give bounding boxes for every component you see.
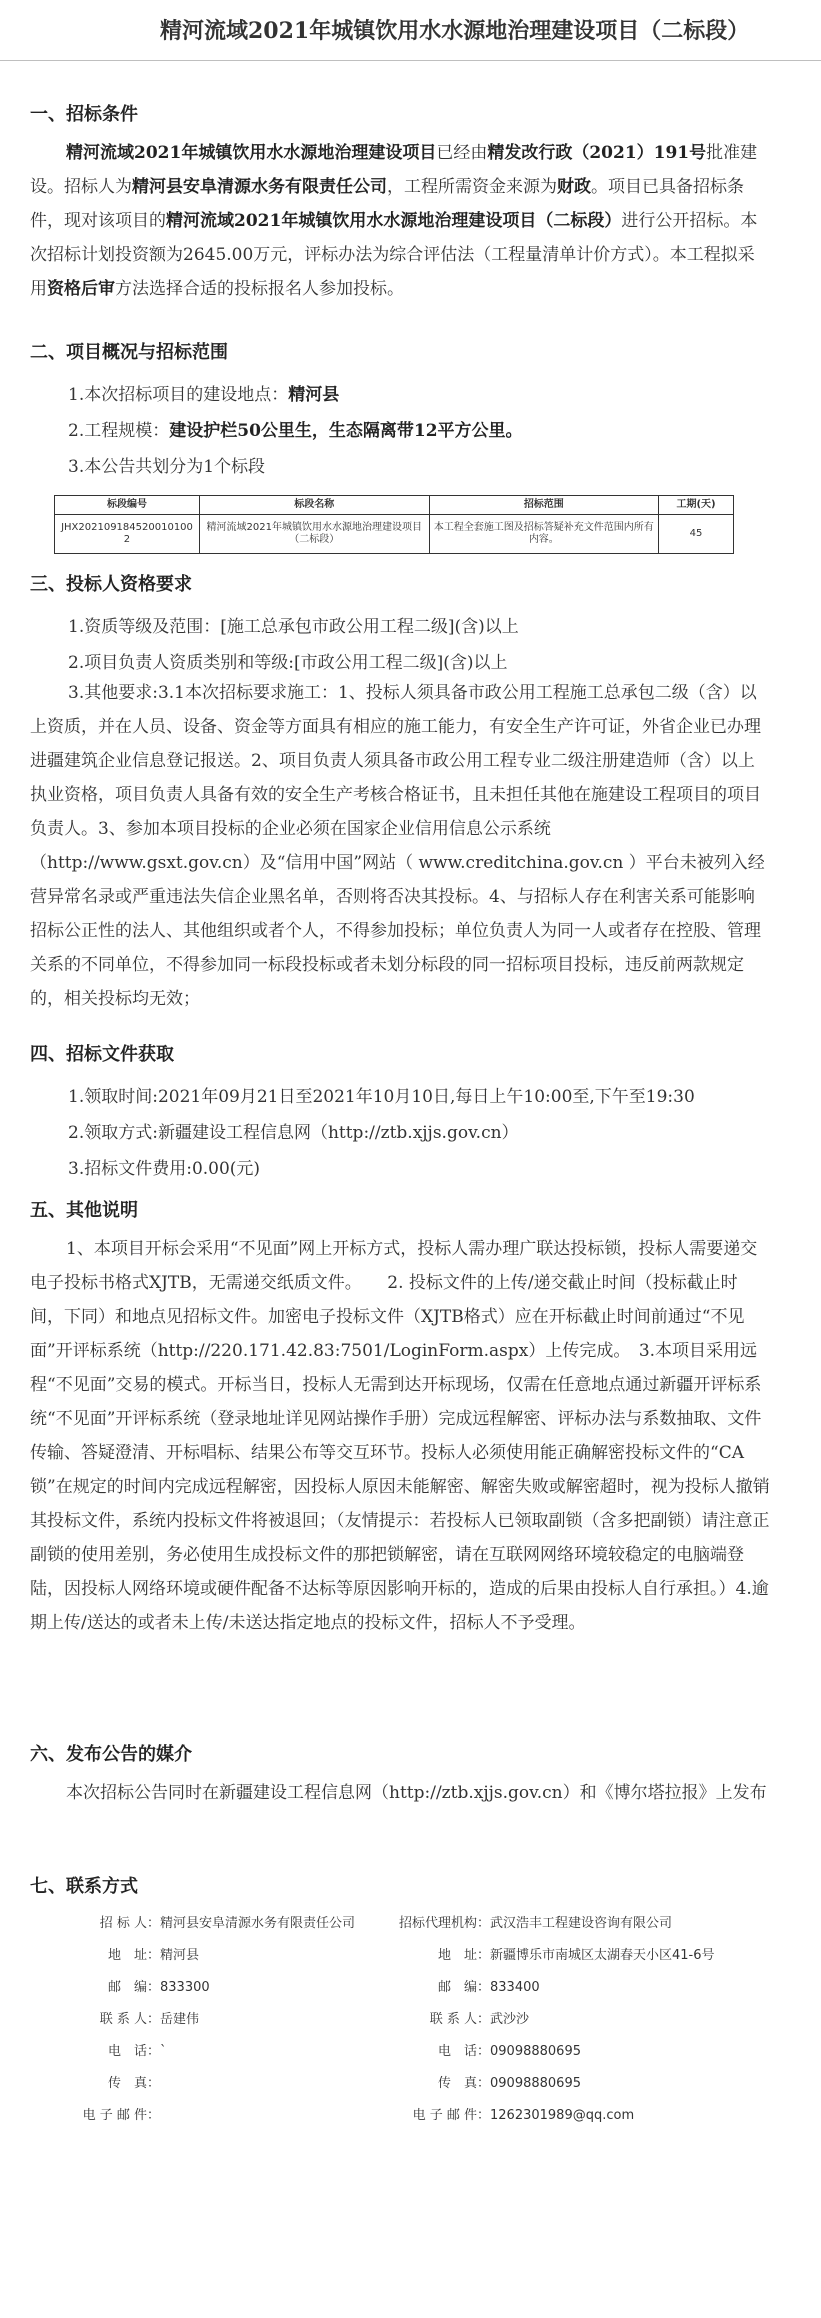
section-heading-tender-conditions: 一、招标条件 (30, 104, 138, 125)
other-requirements: 3.其他要求:3.1本次招标要求施工：1、投标人须具备市政公用工程施工总承包二级（含）以上资质，并在人员、设备、资金等方面具有相应的施工能力，有安全生产许可证，外省企业已办理进疆建筑企业信息登记报送。2、项目负责人须具备市政公用工程专业二级注册建造师（含）以上执业资格，项目负责人具备有效的安全生产考核合格证书，且未担任其他在施建设工程项目的项目负责人。3、参加本项目投标的企业必须在国家企业信用信息公示系统（http://www.gsxt.gov.cn）及“信用中国”网站（ www.creditchina.gov.cn ）平台未被列入经营异常名录或严重违法失信企业黑名单，否则将否决其投标。4、与招标人存在利害关系可能影响招标公正性的法人、其他组织或者个人，不得参加投标；单位负责人为同一人或者存在控股、管理关系的不同单位，不得参加同一标段投标或者未划分标段的同一招标项目投标，违反前两款规定的，相关投标均无效； (30, 683, 765, 1009)
title-divider (0, 60, 821, 61)
table-header-row (55, 496, 734, 515)
contact-agency-postcode: 邮 编：833400 (437, 1980, 540, 1995)
contact-agency-phone: 电 话：09098880695 (437, 2044, 581, 2059)
document-fee: 3.招标文件费用:0.00(元) (68, 1159, 261, 1179)
section-heading-media: 六、发布公告的媒介 (30, 1744, 192, 1765)
contact-agency-address: 地 址：新疆博乐市南城区太湖春天小区41-6号 (437, 1948, 715, 1963)
contact-agency-name: 招标代理机构：武汉浩丰工程建设咨询有限公司 (398, 1916, 673, 1931)
section-count: 3.本公告共划分为1个标段 (68, 457, 266, 477)
qualification-level: 1.资质等级及范围：[施工总承包市政公用工程二级](含)以上 (68, 617, 519, 637)
contact-agency-person: 联 系 人：武沙沙 (429, 2012, 530, 2027)
contact-tenderer-email: 电 子 邮 件： (82, 2108, 160, 2123)
project-location: 1.本次招标项目的建设地点：精河县 (68, 385, 340, 405)
other-notes-paragraph: 1、本项目开标会采用“不见面”网上开标方式，投标人需办理广联达投标锁，投标人需要递交电子投标书格式XJTB，无需递交纸质文件。 2. 投标文件的上传/递交截止时间（投标截止时间，下同）和地点见招标文件。加密电子投标文件（XJTB格式）应在开标截止时间前通过“不见面”开评标系统（http://220.171.42.83:7501/LoginForm.aspx）上传完成。 3.本项目采用远程“不见面”交易的模式。开标当日，投标人无需到达开标现场，仅需在任意地点通过新疆开评标系统“不见面”开评标系统（登录地址详见网站操作手册）完成远程解密、评标办法与系数抽取、文件传输、答疑澄清、开标唱标、结果公布等交互环节。投标人必须使用能正确解密投标文件的“CA锁”在规定的时间内完成远程解密，因投标人原因未能解密、解密失败或解密超时，视为投标人撤销其投标文件，系统内投标文件将被退回；（友情提示：若投标人已领取副锁（含多把副锁）请注意正副锁的使用差别，务必使用生成投标文件的那把锁解密，请在互联网网络环境较稳定的电脑端登陆，因投标人网络环境或硬件配备不达标等原因影响开标的，造成的后果由投标人自行承担。）4.逾期上传/送达的或者未上传/未送达指定地点的投标文件，招标人不予受理。 (30, 1239, 770, 1633)
section-heading-qualifications: 三、投标人资格要求 (30, 574, 192, 595)
column-header: 标段名称 (199, 496, 429, 515)
contact-tenderer-fax: 传 真： (107, 2076, 160, 2091)
section-heading-other-notes: 五、其他说明 (30, 1200, 138, 1221)
bid-section-table (54, 495, 734, 554)
media-paragraph: 本次招标公告同时在新疆建设工程信息网（http://ztb.xjjs.gov.cn）和《博尔塔拉报》上发布 (66, 1783, 767, 1803)
column-header: 工期(天) (659, 496, 734, 515)
column-header: 标段编号 (55, 496, 200, 515)
tender-conditions-paragraph: 精河流域2021年城镇饮用水水源地治理建设项目已经由精发改行政（2021）191号批准建设。招标人为精河县安阜清源水务有限责任公司，工程所需资金来源为财政。项目已具备招标条件，现对该项目的精河流域2021年城镇饮用水水源地治理建设项目（二标段）进行公开招标。本次招标计划投资额为2645.00万元，评标办法为综合评估法（工程量清单计价方式）。本工程拟采用资格后审方法选择合适的投标报名人参加投标。 (30, 143, 758, 299)
table-cell: JHX202109184520010100​2 (55, 515, 200, 554)
table-cell: 本工程全套施工图及招标答疑补充文件范围内所有内容。 (429, 515, 659, 554)
table-cell: 45 (659, 515, 734, 554)
contact-tenderer-phone: 电 话：` (107, 2044, 167, 2059)
acquisition-time: 1.领取时间:2021年09月21日至2021年10月10日,每日上午10:00至,下午至19:30 (68, 1087, 695, 1107)
table-cell: 精河流域2021年城镇饮用水水源地治理建设项目（二标段） (199, 515, 429, 554)
contact-tenderer-postcode: 邮 编：833300 (107, 1980, 210, 1995)
acquisition-method: 2.领取方式:新疆建设工程信息网（http://ztb.xjjs.gov.cn） (68, 1123, 519, 1143)
section-heading-contacts: 七、联系方式 (30, 1876, 138, 1897)
manager-qualification: 2.项目负责人资质类别和等级:[市政公用工程二级](含)以上 (68, 653, 508, 673)
table-row (55, 515, 734, 554)
page-title: 精河流域2021年城镇饮用水水源地治理建设项目（二标段） (160, 18, 750, 44)
project-scale: 2.工程规模：建设护栏50公里生，生态隔离带12平方公里。 (68, 421, 523, 441)
contact-tenderer-address: 地 址：精河县 (107, 1948, 200, 1963)
contact-agency-fax: 传 真：09098880695 (437, 2076, 581, 2091)
column-header: 招标范围 (429, 496, 659, 515)
section-heading-document-acquisition: 四、招标文件获取 (30, 1044, 174, 1065)
contact-tenderer-person: 联 系 人：岳建伟 (99, 2012, 200, 2027)
contact-agency-email: 电 子 邮 件：1262301989@qq.com (412, 2108, 635, 2123)
contact-tenderer-name: 招 标 人：精河县安阜清源水务有限责任公司 (99, 1916, 356, 1931)
section-heading-project-overview: 二、项目概况与招标范围 (30, 342, 228, 363)
